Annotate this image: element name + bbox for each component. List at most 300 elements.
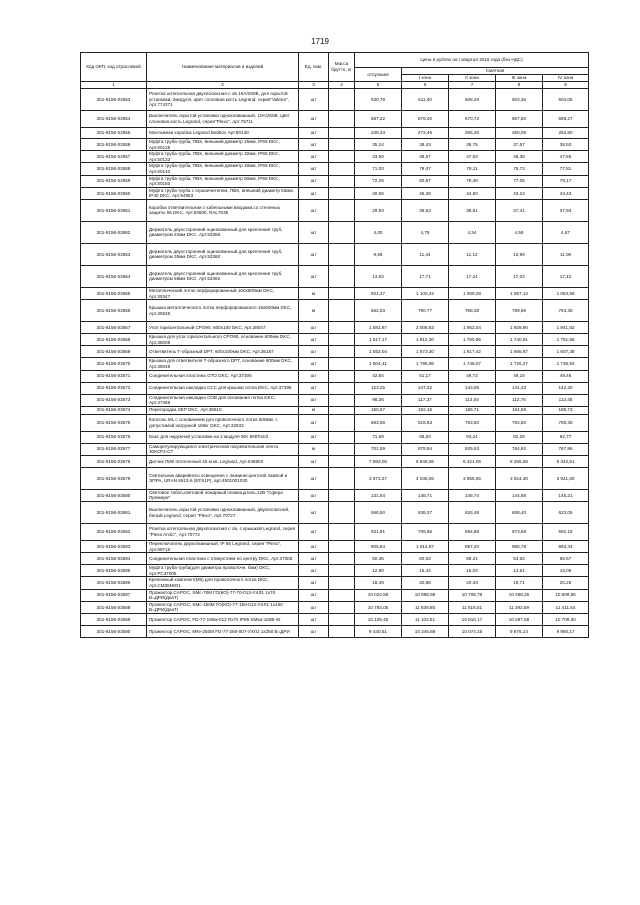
row-zone-3-price: 19,71 [496,577,543,589]
row-zone-1-price: 2 008,83 [402,322,449,334]
row-code: 301-8156-03572 [81,382,147,394]
table-row [81,265,589,287]
row-mass [329,128,355,139]
row-release-price: 662,03 [355,300,402,322]
row-unit: шт [299,467,329,489]
row-zone-3-price: 184,59 [496,406,543,414]
row-zone-1-price: 1 100,42 [402,287,449,299]
table-row [81,614,589,626]
row-code: 301-8156-03566 [81,300,147,322]
row-unit: шт [299,414,329,431]
row-code: 301-8156-03556 [81,139,147,151]
row-zone-2-price: 10 810,17 [449,614,496,626]
row-release-price: 7 883,05 [355,455,402,467]
row-unit: шт [299,358,329,370]
row-zone-4-price: 185,73 [543,406,589,414]
row-release-price: 42,84 [355,370,402,382]
row-unit: шт [299,382,329,394]
row-mass [329,187,355,199]
row-zone-1-price: 611,40 [402,89,449,111]
row-unit: шт [299,553,329,565]
row-name: Коробка ответвительная с кабельными вводами,со степенью защиты 55 DKC, Арт.53600, RAL7035 [147,199,299,221]
row-zone-1-price: 148,71 [402,489,449,501]
row-mass [329,370,355,382]
row-zone-2-price: 11,12 [449,243,496,265]
row-zone-4-price: 11 411,54 [543,601,589,613]
row-zone-2-price: 15,04 [449,565,496,577]
row-zone-1-price: 1 014,57 [402,541,449,553]
row-zone-1-price: 117,37 [402,394,449,406]
row-name: Металлический лоток перфорированный 100x600мм DKC, Арт.35347 [147,287,299,299]
table-row [81,199,589,221]
row-zone-4-price: 38,50 [543,139,589,151]
table-row [81,553,589,565]
row-unit: м [299,300,329,322]
row-zone-1-price: 636,37 [402,502,449,524]
row-zone-3-price: 11 292,59 [496,601,543,613]
table-row [81,334,589,346]
row-zone-3-price: 1 726,27 [496,358,543,370]
row-mass [329,502,355,524]
row-release-price: 29,93 [355,199,402,221]
row-zone-1-price: 1 796,96 [402,358,449,370]
row-unit: м [299,406,329,414]
header-name: Наименование материалов и изделий [147,53,299,82]
table-row [81,489,589,501]
row-zone-2-price: 1 952,04 [449,322,496,334]
row-zone-4-price: 1 607,38 [543,346,589,358]
row-zone-4-price: 77,81 [543,163,589,175]
row-mass [329,524,355,541]
row-release-price: 631,91 [355,524,402,541]
row-zone-1-price: 816,63 [402,414,449,431]
row-zone-2-price: 265,26 [449,128,496,139]
row-zone-2-price: 20,33 [449,577,496,589]
row-zone-2-price: 1 746,07 [449,358,496,370]
row-code: 301-8156-03589 [81,614,147,626]
row-zone-2-price: 3 955,65 [449,467,496,489]
row-code: 301-8156-03590 [81,626,147,638]
row-zone-1-price: 39,43 [402,139,449,151]
row-unit: шт [299,163,329,175]
row-zone-1-price: 45,38 [402,187,449,199]
row-name: Муфта труба-труба, ПВХ, внешний диаметр 25мм, IP65 DKC, Арт.50125 [147,139,299,151]
row-mass [329,221,355,243]
row-zone-3-price: 1 740,91 [496,334,543,346]
row-mass [329,443,355,455]
row-mass [329,553,355,565]
row-mass [329,322,355,334]
row-name: Монтажная коробка Legrand Batibox Арт.80140 [147,128,299,139]
row-release-price: 1 552,04 [355,346,402,358]
row-release-price: 40,56 [355,187,402,199]
row-code: 301-8156-03569 [81,346,147,358]
row-code: 301-8156-03583 [81,541,147,553]
row-unit: шт [299,89,329,111]
table-row [81,431,589,443]
row-name: Датчик ПИК потолочный 45 м.кв. Legrand, Арт.048803 [147,455,299,467]
row-zone-3-price: 14,61 [496,565,543,577]
row-mass [329,431,355,443]
row-zone-3-price: 17,02 [496,265,543,287]
row-zone-3-price: 49,16 [496,370,543,382]
row-release-price: 587,22 [355,111,402,128]
row-mass [329,541,355,553]
column-number: 8 [496,82,543,89]
row-code: 301-8156-03555 [81,128,147,139]
row-zone-2-price: 10 706,78 [449,589,496,601]
row-zone-3-price: 759,66 [496,300,543,322]
row-zone-2-price: 670,72 [449,111,496,128]
row-code: 301-8156-03563 [81,243,147,265]
column-number: 4 [329,82,355,89]
column-number: 2 [147,82,299,89]
row-zone-2-price: 79,48 [449,175,496,187]
row-zone-2-price: 793,50 [449,414,496,431]
row-zone-4-price: 4,67 [543,221,589,243]
row-zone-2-price: 143,05 [449,382,496,394]
row-name: Угол горизонтальный CPO90, 600x100 DKC, Арт.38047 [147,322,299,334]
row-zone-1-price: 4 036,56 [402,467,449,489]
row-zone-2-price: 11 516,01 [449,601,496,613]
table-row [81,467,589,489]
row-code: 301-8156-03568 [81,334,147,346]
row-code: 301-8156-03580 [81,489,147,501]
row-zone-3-price: 1 929,90 [496,322,543,334]
row-zone-4-price: 993,34 [543,541,589,553]
table-row [81,287,589,299]
row-name: Крышка для ответвителя Т-образного DPT, основание 600мм DKC, Арт.38048 [147,358,299,370]
row-zone-4-price: 668,27 [543,111,589,128]
row-name: Муфта труба-труба с ограничителем, ПВХ, внешний диаметр 63мм, IP40 DKC, Арт.54963 [147,187,299,199]
row-name: Прожектор CAPOC, SMc-70М ГО(КО)-77-70-013-УХЛ1 1x70 В=ДРИ(ДнаТ) [147,589,299,601]
row-zone-2-price: 145,74 [449,489,496,501]
row-mass [329,300,355,322]
row-unit: шт [299,370,329,382]
row-name: Световое табло,световой пожарный оповещатель,12В "Сфера Премиум" [147,489,299,501]
row-name: Прожектор CAPOC, КRe-250М FD-77-250-007-УХЛ1 1x250 В=ДРИ [147,626,299,638]
row-name: Перегородка SEP DKC, Арт.36510 [147,406,299,414]
row-zone-4-price: 1 941,82 [543,322,589,334]
row-unit: шт [299,394,329,406]
row-release-price: 123,25 [355,382,402,394]
column-number: 7 [449,82,496,89]
row-zone-4-price: 47,65 [543,151,589,163]
header-zone-1: I зона [402,75,449,82]
row-code: 301-8156-03582 [81,524,147,541]
row-zone-1-price: 60,02 [402,553,449,565]
row-zone-1-price: 4,79 [402,221,449,243]
row-unit: шт [299,455,329,467]
row-zone-1-price: 192,15 [402,406,449,414]
row-zone-1-price: 51,17 [402,370,449,382]
row-unit: шт [299,601,329,613]
table-row [81,163,589,175]
row-name: Прожектор CAPOC, SMc-150М ГО(КО)-77-150-013-УХЛ1 1x150 В=ДРИ(ДнаТ) [147,601,299,613]
row-zone-1-price: 80,87 [402,175,449,187]
row-code: 301-8156-03565 [81,287,147,299]
row-mass [329,614,355,626]
row-zone-3-price: 9 876,14 [496,626,543,638]
row-zone-2-price: 997,20 [449,541,496,553]
row-zone-1-price: 11,44 [402,243,449,265]
row-zone-3-price: 75,73 [496,163,543,175]
row-zone-3-price: 10 468,26 [496,589,543,601]
row-unit: шт [299,265,329,287]
row-code: 301-8156-03553 [81,89,147,111]
row-name: Муфта труба-труба(для диаметра проволочн. бим) DKC, Арт.РС37005 [147,565,299,577]
row-name: Держатель двухсторонний оцинкованный для крепления труб, диаметром 58мм DKC, Арт.53362 [147,265,299,287]
row-mass [329,175,355,187]
row-zone-4-price: 1 063,66 [543,287,589,299]
row-unit: шт [299,346,329,358]
row-release-price: 12,80 [355,565,402,577]
row-zone-2-price: 83,21 [449,431,496,443]
price-table [80,52,589,638]
row-name: Держатель двухсторонний оцинкованный для крепления труб, диаметром 22мм DKC, Арт.53356 [147,221,299,243]
row-code: 301-8156-03587 [81,589,147,601]
column-number: 9 [543,82,589,89]
table-row [81,111,589,128]
row-mass [329,243,355,265]
column-number: 5 [355,82,402,89]
row-release-price: 9 430,51 [355,626,402,638]
row-name: Держатель двухсторонний оцинкованный для крепления труб, диаметром 35мм DKC, Арт.53360 [147,243,299,265]
row-code: 301-8156-03557 [81,151,147,163]
row-unit: шт [299,565,329,577]
table-row [81,139,589,151]
row-code: 301-8156-03588 [81,601,147,613]
row-mass [329,382,355,394]
row-zone-3-price: 37,57 [496,139,543,151]
row-unit: шт [299,175,329,187]
page-number: 1719 [311,37,329,46]
row-zone-2-price: 694,88 [449,524,496,541]
row-code: 301-8156-03578 [81,455,147,467]
row-zone-2-price: 49,72 [449,370,496,382]
row-name: Консоль ML с основанием для проволочного лотка 600мм, с допустимой нагрузкой 160кг DKC, Арт.32633 [147,414,299,431]
row-name: Прожектор CAPOC, FD-77-150м-012 Rx7s IP65 SMsa-150В-W [147,614,299,626]
table-header [81,53,589,89]
row-unit: шт [299,431,329,443]
row-zone-4-price: 44,43 [543,187,589,199]
row-zone-3-price: 46,38 [496,151,543,163]
row-code: 301-8156-03559 [81,175,147,187]
row-zone-2-price: 44,60 [449,187,496,199]
row-release-price: 906,84 [355,541,402,553]
row-name: Муфта труба-труба, ПВХ, внешний диаметр 32мм, IP65 DKC, Арт.50132 [147,151,299,163]
row-code: 301-8156-03570 [81,358,147,370]
row-mass [329,89,355,111]
row-name: Соединительная накладка ССС для крышки лотка DKC, Арт.37398 [147,382,299,394]
row-zone-4-price: 9 980,17 [543,626,589,638]
table-row [81,577,589,589]
row-code: 301-8156-03576 [81,431,147,443]
row-unit: шт [299,199,329,221]
row-zone-3-price: 673,68 [496,524,543,541]
row-zone-2-price: 8 421,06 [449,455,496,467]
row-release-price: 10 139,46 [355,614,402,626]
table-row [81,322,589,334]
row-zone-2-price: 59,21 [449,553,496,565]
row-zone-3-price: 608,40 [496,502,543,524]
row-name: Соединительная пластина GTO DKC, Арт.37306 [147,370,299,382]
row-mass [329,199,355,221]
row-unit: шт [299,139,329,151]
row-mass [329,394,355,406]
row-release-price: 14,83 [355,265,402,287]
row-zone-1-price: 39,63 [402,199,449,221]
row-zone-2-price: 626,48 [449,502,496,524]
row-zone-2-price: 78,11 [449,163,496,175]
row-code: 301-8156-03581 [81,502,147,524]
row-zone-1-price: 8 849,06 [402,455,449,467]
row-zone-2-price: 4,54 [449,221,496,243]
row-zone-2-price: 17,21 [449,265,496,287]
row-unit: шт [299,243,329,265]
row-mass [329,406,355,414]
row-unit: шт [299,541,329,553]
row-zone-4-price: 17,12 [543,265,589,287]
table-row [81,443,589,455]
row-mass [329,489,355,501]
column-number: 3 [299,82,329,89]
row-mass [329,589,355,601]
row-unit: шт [299,111,329,128]
row-release-price: 530,79 [355,89,402,111]
row-release-price: 71,03 [355,163,402,175]
row-release-price: 50,36 [355,553,402,565]
row-mass [329,467,355,489]
row-zone-4-price: 20,25 [543,577,589,589]
row-unit: шт [299,524,329,541]
header-unit: Ед. изм. [299,53,329,82]
row-code: 301-8156-03567 [81,322,147,334]
row-zone-1-price: 17,71 [402,265,449,287]
row-mass [329,601,355,613]
row-code: 301-8156-03575 [81,414,147,431]
row-name: Муфта труба-труба, ПВХ, внешний диаметр 40мм, IP65 DKC, Арт.50140 [147,163,299,175]
row-zone-3-price: 141,43 [496,382,543,394]
row-release-price: 71,69 [355,431,402,443]
row-unit: шт [299,502,329,524]
row-zone-1-price: 878,94 [402,443,449,455]
row-zone-4-price: 604,05 [543,89,589,111]
row-code: 301-8156-03564 [81,265,147,287]
row-zone-2-price: 38,61 [449,199,496,221]
header-mass: Масса брутто, кг [329,53,355,82]
row-zone-3-price: 966,78 [496,541,543,553]
row-code: 301-8156-03573 [81,394,147,406]
table-row [81,394,589,406]
row-zone-2-price: 114,04 [449,394,496,406]
header-zone-2: II зона [449,75,496,82]
row-name: Ответвитель Т-образный DPT, 600x100мм DKC, Арт.36187 [147,346,299,358]
row-release-price: 4,00 [355,221,402,243]
row-zone-4-price: 49,46 [543,370,589,382]
column-number-row [81,82,589,89]
row-release-price: 35,24 [355,139,402,151]
row-zone-3-price: 764,92 [496,443,543,455]
row-zone-3-price: 54,92 [496,553,543,565]
row-mass [329,414,355,431]
row-mass [329,455,355,467]
row-zone-2-price: 1 069,28 [449,287,496,299]
row-mass [329,265,355,287]
row-code: 301-8156-03577 [81,443,147,455]
column-number: 1 [81,82,147,89]
table-row [81,406,589,414]
row-name: Бокс для наружной установки на 2 модуля IEK КМПн2/2 [147,431,299,443]
row-zone-3-price: 10 597,58 [496,614,543,626]
row-code: 301-8156-03579 [81,467,147,489]
row-mass [329,346,355,358]
row-release-price: 683,68 [355,414,402,431]
table-row [81,300,589,322]
row-release-price: 1 517,17 [355,334,402,346]
row-zone-3-price: 260,08 [496,128,543,139]
row-zone-1-price: 11 839,85 [402,601,449,613]
row-name: Выключатель скрытой установки одноклавишный, двухполюсной, белый Legrand, серия "Plexo", Арт.70727 [147,502,299,524]
row-zone-4-price: 11,06 [543,243,589,265]
row-release-price: 72,28 [355,175,402,187]
row-unit: шт [299,322,329,334]
row-zone-2-price: 38,75 [449,139,496,151]
row-mass [329,565,355,577]
row-code: 301-8156-03574 [81,406,147,414]
row-zone-1-price: 85,63 [402,431,449,443]
table-row [81,414,589,431]
row-zone-3-price: 3 924,30 [496,467,543,489]
row-unit: шт [299,577,329,589]
row-zone-1-price: 272,46 [402,128,449,139]
row-release-price: 701,59 [355,443,402,455]
row-unit: м [299,287,329,299]
row-zone-2-price: 768,38 [449,300,496,322]
table-row [81,187,589,199]
table-row [81,243,589,265]
row-unit: шт [299,128,329,139]
row-code: 301-8156-03584 [81,553,147,565]
row-unit: шт [299,187,329,199]
row-zone-4-price: 15,08 [543,565,589,577]
header-zone-3: III зона [496,75,543,82]
table-row [81,151,589,163]
row-zone-1-price: 676,40 [402,111,449,128]
row-zone-3-price: 77,06 [496,175,543,187]
row-zone-4-price: 764,35 [543,300,589,322]
row-release-price: 43,50 [355,151,402,163]
row-zone-1-price: 79,47 [402,163,449,175]
row-zone-1-price: 10 345,68 [402,626,449,638]
row-zone-1-price: 48,67 [402,151,449,163]
row-mass [329,287,355,299]
row-code: 301-8156-03558 [81,163,147,175]
row-zone-1-price: 11 102,61 [402,614,449,626]
table-row [81,346,589,358]
row-zone-1-price: 15,44 [402,565,449,577]
row-release-price: 1 504,41 [355,358,402,370]
row-release-price: 10 024,58 [355,589,402,601]
row-unit: шт [299,614,329,626]
column-number: 6 [402,82,449,89]
header-code: Код ОКП, код отраслевой [81,53,147,82]
row-zone-3-price: 8 255,56 [496,455,543,467]
row-zone-4-price: 113,45 [543,394,589,406]
table-body [81,89,589,638]
row-release-price: 921,27 [355,287,402,299]
row-code: 301-8156-03585 [81,565,147,577]
